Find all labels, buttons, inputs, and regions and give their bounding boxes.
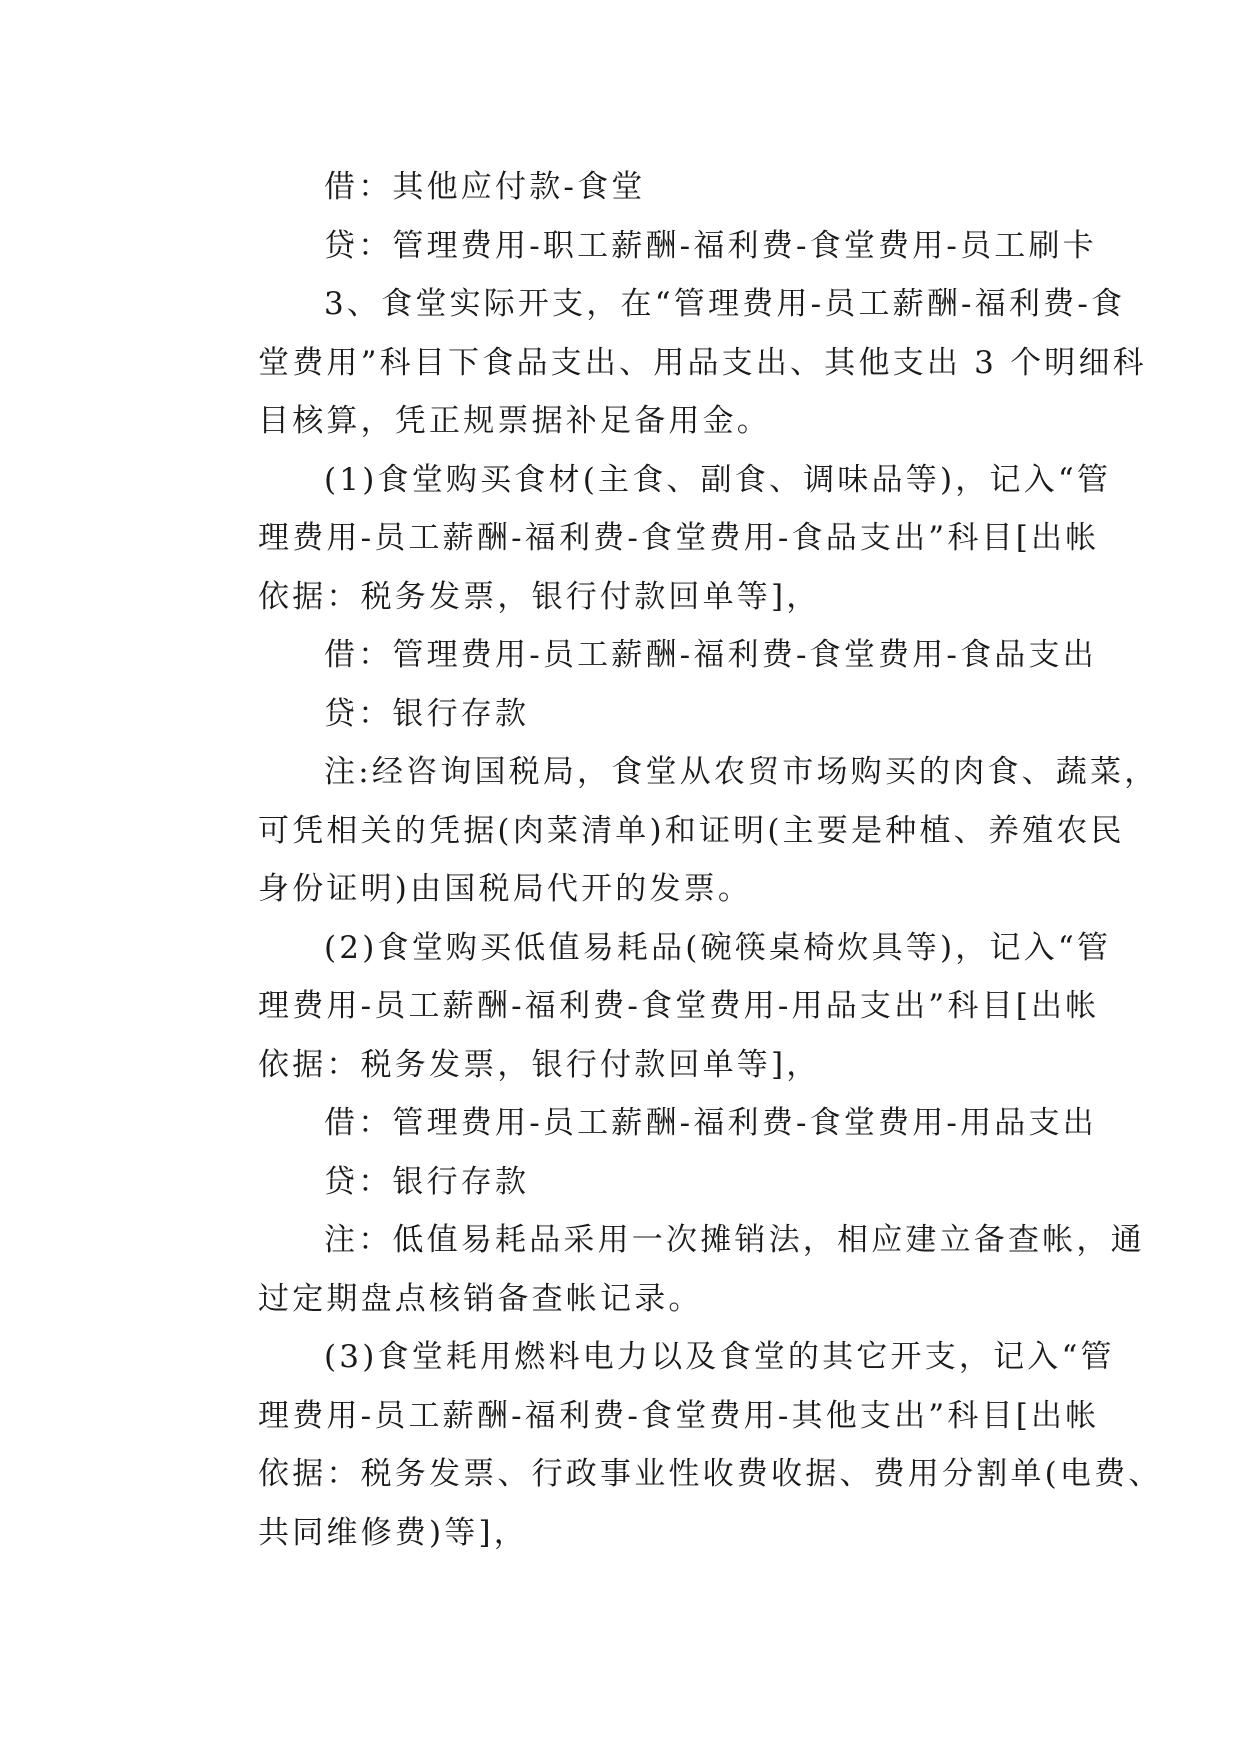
text-line: 目核算，凭正规票据补足备用金。 <box>258 403 771 439</box>
text-line: (1)食堂购买食材(主食、副食、调味品等)，记入“管 <box>324 461 1112 498</box>
text-line: 贷：银行存款 <box>324 1163 530 1200</box>
text-line: 3、食堂实际开支，在“管理费用-员工薪酬-福利费-食 <box>324 286 1126 322</box>
paragraph-credit-bank-deposit <box>192 685 1052 744</box>
text-line: (2)食堂购买低值易耗品(碗筷桌椅炊具等)，记入“管 <box>324 929 1112 966</box>
text-line: 借：管理费用-员工薪酬-福利费-食堂费用-食品支出 <box>324 637 1097 673</box>
text-line: 过定期盘点核销备查帐记录。 <box>258 1280 703 1317</box>
text-line: 可凭相关的凭据(肉菜清单)和证明(主要是种植、养殖农民 <box>258 812 1125 849</box>
paragraph-item-3 <box>192 275 1147 451</box>
text-line: 依据：税务发票，银行付款回单等]， <box>258 578 821 615</box>
paragraph-note-amortization <box>192 1211 1145 1328</box>
paragraph-item-3-other <box>192 1328 1163 1562</box>
text-line: 借：其他应付款-食堂 <box>324 169 646 205</box>
text-line: 堂费用”科目下食品支出、用品支出、其他支出 3 个明细科 <box>258 344 1147 381</box>
paragraph-debit-food-expense <box>192 626 1097 685</box>
text-line: 贷：银行存款 <box>324 695 530 732</box>
text-line: 身份证明)由国税局代开的发票。 <box>258 871 753 907</box>
document-body <box>192 158 1163 1562</box>
paragraph-item-2-supplies <box>192 919 1112 1095</box>
paragraph-debit-other-payables <box>192 158 1052 217</box>
text-line: (3)食堂耗用燃料电力以及食堂的其它开支，记入“管 <box>324 1339 1115 1375</box>
text-line: 注：低值易耗品采用一次摊销法，相应建立备查帐，通 <box>324 1222 1145 1258</box>
paragraph-debit-supplies-expense <box>192 1094 1097 1153</box>
text-line: 依据：税务发票、行政事业性收费收据、费用分割单(电费、 <box>258 1456 1163 1492</box>
text-line: 注:经咨询国税局，食堂从农贸市场购买的肉食、蔬菜， <box>324 754 1159 790</box>
text-line: 贷：管理费用-职工薪酬-福利费-食堂费用-员工刷卡 <box>324 227 1097 264</box>
text-line: 借：管理费用-员工薪酬-福利费-食堂费用-用品支出 <box>324 1105 1097 1141</box>
text-line: 共同维修费)等]， <box>258 1514 528 1551</box>
text-line: 理费用-员工薪酬-福利费-食堂费用-用品支出”科目[出帐 <box>258 988 1100 1024</box>
text-line: 理费用-员工薪酬-福利费-食堂费用-其他支出”科目[出帐 <box>258 1397 1100 1434</box>
paragraph-note-tax-bureau <box>192 743 1159 919</box>
paragraph-credit-bank-deposit-2 <box>192 1153 1052 1212</box>
text-line: 依据：税务发票，银行付款回单等]， <box>258 1046 821 1083</box>
text-line: 理费用-员工薪酬-福利费-食堂费用-食品支出”科目[出帐 <box>258 520 1100 556</box>
paragraph-credit-staff-card <box>192 217 1097 276</box>
paragraph-item-1-food <box>192 451 1112 627</box>
